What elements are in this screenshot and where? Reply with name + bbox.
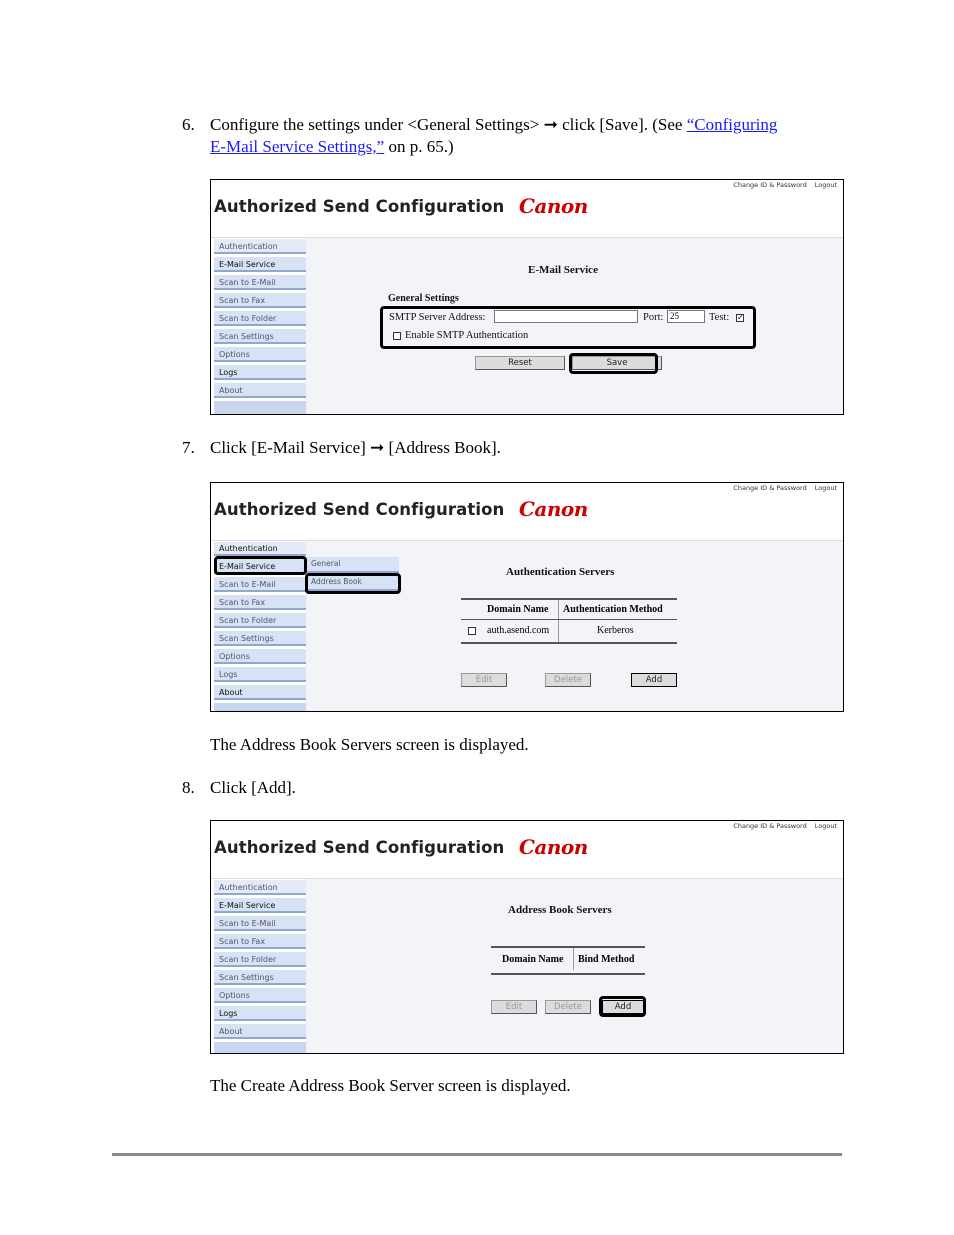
step-number: 7. (182, 438, 195, 457)
main-panel (307, 238, 843, 414)
sidebar-item-scan-to-email[interactable]: Scan to E-Mail (214, 275, 306, 290)
app-title: Authorized Send Configuration (214, 838, 505, 857)
port-label: Port: (643, 312, 664, 323)
sidebar-item-options[interactable]: Options (214, 988, 306, 1003)
change-id-link[interactable]: Change ID & Password (733, 181, 807, 189)
servers-table (461, 598, 677, 644)
add-button[interactable]: Add (602, 1000, 644, 1014)
column-header: Authentication Method (563, 604, 663, 615)
arrow-icon: ➞ (543, 115, 558, 134)
canon-logo: Canon (519, 835, 588, 859)
table-header (461, 600, 677, 620)
address-book-highlight (305, 573, 401, 594)
content-area (211, 879, 843, 1053)
sidebar-item-scan-to-fax[interactable]: Scan to Fax (214, 293, 306, 308)
column-header: Bind Method (578, 954, 635, 965)
email-settings-link[interactable]: E-Mail Service Settings,” (210, 137, 385, 156)
step-text: Click [E-Mail Service] ➞ [Address Book]. (210, 438, 501, 457)
sidebar-item-authentication[interactable]: Authentication (214, 239, 306, 254)
sidebar-item-scan-to-folder[interactable]: Scan to Folder (214, 613, 306, 628)
address-book-table (491, 946, 645, 975)
sidebar-item-scan-settings[interactable]: Scan Settings (214, 329, 306, 344)
app-title: Authorized Send Configuration (214, 197, 505, 216)
sidebar-item-scan-to-fax[interactable]: Scan to Fax (214, 595, 306, 610)
sidebar-item-scan-settings[interactable]: Scan Settings (214, 970, 306, 985)
logout-link[interactable]: Logout (814, 484, 837, 492)
sidebar-item-about[interactable]: About (214, 383, 306, 398)
section-title: Address Book Servers (508, 904, 612, 916)
smtp-label: SMTP Server Address: (389, 312, 486, 323)
step-number: 6. (182, 115, 195, 134)
app-header (211, 180, 843, 238)
change-id-link[interactable]: Change ID & Password (733, 484, 807, 492)
column-header: Domain Name (502, 954, 564, 965)
delete-button[interactable]: Delete (545, 1000, 591, 1014)
save-button[interactable]: Save (572, 356, 662, 370)
step-text: Configure the settings under <General Settings> ➞ click [Save]. (See “Configuring (210, 115, 778, 134)
main-panel (307, 541, 843, 711)
sidebar-item-scan-to-folder[interactable]: Scan to Folder (214, 952, 306, 967)
canon-logo: Canon (519, 194, 588, 218)
top-links (725, 822, 837, 830)
settings-highlight (380, 306, 756, 349)
logout-link[interactable]: Logout (814, 181, 837, 189)
sidebar-item-email-service[interactable]: E-Mail Service (214, 257, 306, 272)
add-button[interactable]: Add (631, 673, 677, 687)
sidebar-item-authentication[interactable]: Authentication (214, 542, 306, 556)
step-text-line2: E-Mail Service Settings,” on p. 65.) (210, 137, 454, 156)
canon-logo: Canon (519, 497, 588, 521)
domain-cell: auth.asend.com (487, 625, 550, 636)
step-number: 8. (182, 778, 195, 797)
sidebar-item-about[interactable]: About (214, 685, 306, 700)
test-checkbox[interactable]: ✓ (737, 313, 744, 322)
section-title: E-Mail Service (528, 264, 598, 276)
main-panel (307, 879, 843, 1053)
test-label: Test: (709, 312, 730, 323)
change-id-link[interactable]: Change ID & Password (733, 822, 807, 830)
screenshot-email-service (210, 179, 844, 415)
sidebar-fill (214, 1042, 306, 1053)
sidebar-item-scan-to-folder[interactable]: Scan to Folder (214, 311, 306, 326)
sidebar-item-logs[interactable]: Logs (214, 365, 306, 380)
general-settings-label: General Settings (388, 293, 459, 304)
app-header (211, 483, 843, 541)
delete-button[interactable]: Delete (545, 673, 591, 687)
content-area (211, 238, 843, 414)
save-highlight (569, 353, 658, 374)
edit-button[interactable]: Edit (491, 1000, 537, 1014)
step-7-note: The Address Book Servers screen is displayed. (210, 735, 529, 754)
subnav-address-book[interactable]: Address Book (307, 575, 399, 591)
sidebar-fill (214, 401, 306, 414)
app-header (211, 821, 843, 879)
screenshot-address-book-servers (210, 820, 844, 1054)
sidebar-item-scan-to-email[interactable]: Scan to E-Mail (214, 577, 306, 592)
app-title: Authorized Send Configuration (214, 500, 505, 519)
screenshot-authentication-servers (210, 482, 844, 712)
arrow-icon: ➞ (370, 438, 385, 457)
sidebar-item-logs[interactable]: Logs (214, 1006, 306, 1021)
footer-rule (112, 1153, 842, 1156)
add-highlight (599, 996, 646, 1017)
method-cell: Kerberos (597, 625, 634, 636)
port-input[interactable]: 25 (667, 310, 705, 323)
sidebar-item-scan-to-fax[interactable]: Scan to Fax (214, 934, 306, 949)
content-area (211, 541, 843, 711)
configuring-link[interactable]: “Configuring (686, 115, 778, 134)
column-header: Domain Name (487, 604, 549, 615)
sidebar-item-about[interactable]: About (214, 1024, 306, 1039)
sidebar-nav (211, 879, 306, 1053)
table-row (461, 620, 677, 644)
sidebar-item-logs[interactable]: Logs (214, 667, 306, 682)
edit-button[interactable]: Edit (461, 673, 507, 687)
sidebar-item-email-service[interactable]: E-Mail Service (214, 559, 306, 574)
sidebar-item-email-service[interactable]: E-Mail Service (214, 898, 306, 913)
step-text: Click [Add]. (210, 778, 296, 797)
step-8-note: The Create Address Book Server screen is displayed. (210, 1076, 571, 1095)
sidebar-item-scan-settings[interactable]: Scan Settings (214, 631, 306, 646)
reset-button[interactable]: Reset (475, 356, 565, 370)
section-title: Authentication Servers (506, 566, 615, 578)
top-links (725, 181, 837, 189)
sidebar-item-options[interactable]: Options (214, 347, 306, 362)
sidebar-nav (211, 238, 306, 414)
sidebar-item-scan-to-email[interactable]: Scan to E-Mail (214, 916, 306, 931)
sidebar-fill (214, 703, 306, 711)
email-service-highlight (214, 556, 307, 575)
sidebar-item-authentication[interactable]: Authentication (214, 880, 306, 895)
smtp-auth-label: Enable SMTP Authentication (405, 330, 529, 341)
logout-link[interactable]: Logout (814, 822, 837, 830)
sidebar-item-options[interactable]: Options (214, 649, 306, 664)
row-checkbox[interactable] (468, 627, 476, 635)
top-links (725, 484, 837, 492)
subnav-general[interactable]: General (307, 557, 399, 573)
